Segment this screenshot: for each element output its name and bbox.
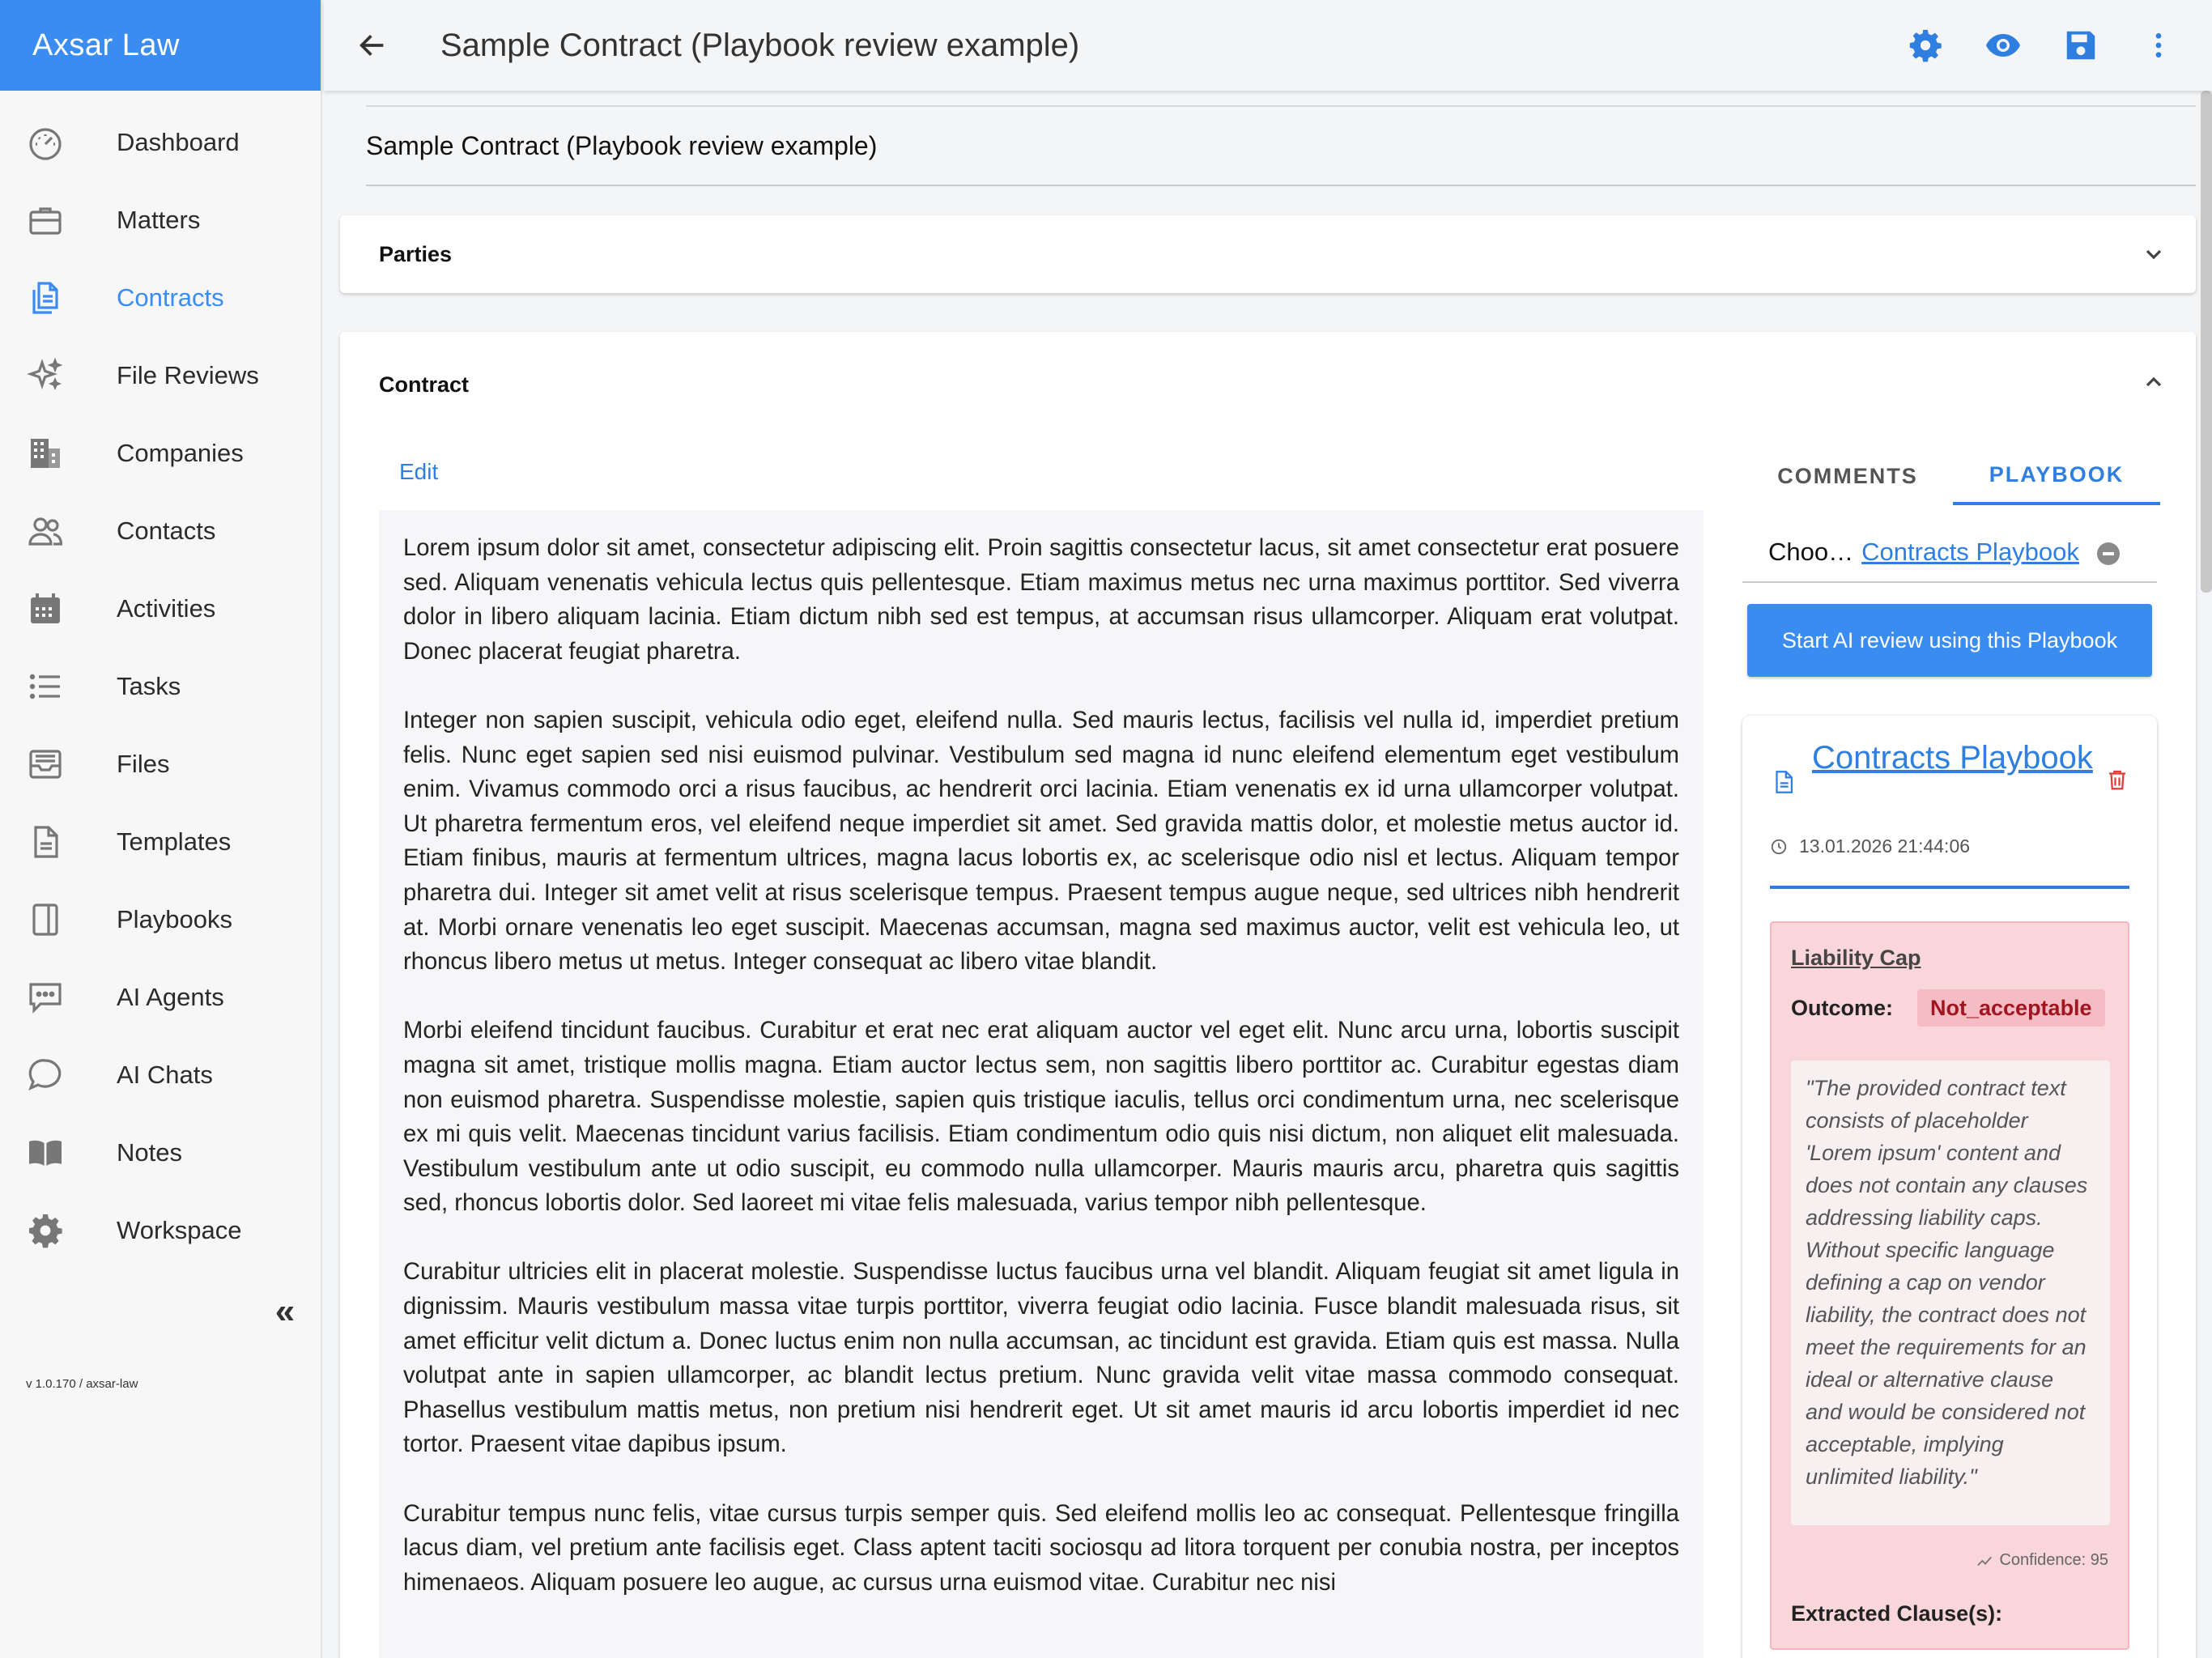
contract-text bbox=[379, 510, 1704, 1658]
chevron-down-icon bbox=[2141, 241, 2167, 267]
sidebar-item-label: Files bbox=[117, 750, 170, 778]
finding-title[interactable]: Liability Cap bbox=[1791, 946, 1921, 970]
more-button[interactable] bbox=[2138, 21, 2180, 70]
sidebar-item-contacts[interactable] bbox=[0, 492, 321, 570]
open-book-icon bbox=[23, 1130, 68, 1175]
sidebar-item-label: Playbooks bbox=[117, 905, 233, 933]
briefcase-icon bbox=[23, 198, 68, 243]
sidebar-item-label: Workspace bbox=[117, 1216, 242, 1244]
sidebar-item-label: Activities bbox=[117, 594, 216, 623]
sidebar-item-label: Contracts bbox=[117, 283, 224, 312]
building-icon bbox=[23, 431, 68, 476]
paragraph: Morbi eleifend tincidunt faucibus. Curabitur et erat nec erat aliquam auctor vel eget elit. Nunc arcu urna, lobortis suscipit magna sit amet, tristique mollis magna. Etiam auctor lectus sem, non sagittis libero porttitor ac. Curabitur egestas diam non euismod pharetra. Suspendisse molestie, sapien quis tristique iaculis, tellus orci condimentum urna, nec scelerisque ex mi quis velit. Maecenas tincidunt varius facilisis. Etiam condimentum odio quis nisi dictum, non aliquet elit malesuada. Vestibulum vestibulum ante ut odio suscipit, eu commodo nulla ullamcorper. Mauris mauris arcu, pharetra quis sagittis sed, rhoncus lobortis dolor. Sed laoreet mi vitae felis malesuada, varius tempor nibh pellentesque. bbox=[403, 1018, 1679, 1217]
paragraph: Integer non sapien suscipit, vehicula odio eget, eleifend nulla. Sed mauris lectus, facilisis vel nulla id, imperdiet pretium felis. Nunc eget sapien sed nisi euismod pulvinar. Vestibulum sed magna id nunc eleifend elementum eget vestibulum enim. Vivamus commodo orci a risus faucibus, ac hendrerit orci lacinia. Etiam venenatis ex id urna ullamcorper volutpat. Ut pharetra fermentum eros, vel eleifend neque imperdiet sit amet. Sed gravida mattis dolor, et molestie metus auctor id. Etiam finibus, mauris at fermentum ultrices, magna lacus lobortis ex, ac scelerisque odio nisl et lectus. Aliquam tempor pharetra dui. Integer sit amet velit at risus scelerisque tempus. Praesent tempus augue neque, sed ultrices nibh hendrerit at. Morbi ornare venenatis leo eget suscipit. Maecenas accumsan, magna sed maximus auctor, velit est vehicula leo, ut rhoncus libero metus ut metus. Integer consequat ac libero vitae blandit. bbox=[403, 707, 1679, 976]
brand-logo[interactable]: Axsar Law bbox=[0, 0, 321, 91]
back-button[interactable] bbox=[348, 21, 397, 70]
confidence-text: Confidence: 95 bbox=[1999, 1551, 2108, 1569]
trash-icon[interactable] bbox=[2105, 766, 2129, 793]
gear-icon bbox=[1907, 27, 1944, 64]
sidebar-item-playbooks[interactable] bbox=[0, 881, 321, 959]
parties-header[interactable] bbox=[340, 215, 2196, 293]
sidebar-item-label: Tasks bbox=[117, 672, 181, 700]
page-title: Sample Contract (Playbook review example) bbox=[440, 27, 1080, 63]
sidebar-item-workspace[interactable] bbox=[0, 1192, 321, 1269]
finding-rationale: "The provided contract text consists of placeholder 'Lorem ipsum' content and does not contain any clauses addressing liability caps. Without specific language defining a cap on vendor liability, the contract does not meet the requirements for an ideal or alternative clause and would be considered not acceptable, implying unlimited liability." bbox=[1791, 1061, 2110, 1525]
finding-card bbox=[1770, 921, 2129, 1650]
gauge-icon bbox=[23, 120, 68, 165]
eye-icon bbox=[1984, 26, 2023, 65]
edit-button[interactable]: Edit bbox=[399, 459, 439, 484]
sidebar-item-templates[interactable] bbox=[0, 803, 321, 881]
paragraph: Lorem ipsum dolor sit amet, consectetur adipiscing elit. Proin sagittis consectetur lacus, sit amet consectetur erat posuere sed. Aliquam venenatis vehicula lectus quis pellentesque. Etiam maximus metus nec urna maximus porttitor. Sed viverra dolor in libero aliquam lacinia. Etiam dictum nibh sed est tempus, at accumsan risus ullamcorper. Aliquam erat volutpat. Donec placerat feugiat pharetra. bbox=[403, 535, 1679, 665]
contract-header[interactable] bbox=[340, 332, 2196, 437]
tab-playbook[interactable]: PLAYBOOK bbox=[1953, 447, 2160, 505]
sidebar-item-matters[interactable] bbox=[0, 181, 321, 259]
playbook-chooser[interactable] bbox=[1742, 523, 2157, 583]
chevron-up-icon bbox=[2141, 369, 2167, 395]
sidebar-item-label: AI Chats bbox=[117, 1061, 213, 1089]
sidebar-item-dashboard[interactable] bbox=[0, 104, 321, 181]
sidebar-item-label: File Reviews bbox=[117, 361, 259, 389]
divider bbox=[1770, 886, 2129, 889]
clock-icon bbox=[1770, 838, 1788, 856]
parties-panel[interactable] bbox=[340, 215, 2196, 293]
people-icon bbox=[23, 508, 68, 554]
sidebar-item-label: Notes bbox=[117, 1138, 182, 1167]
document-icon bbox=[1770, 766, 1797, 798]
settings-button[interactable] bbox=[1904, 21, 1946, 70]
collapse-sidebar-button[interactable]: « bbox=[274, 1291, 296, 1331]
extracted-clauses-label: Extracted Clause(s): bbox=[1791, 1601, 2003, 1626]
playbook-title-link[interactable]: Contracts Playbook bbox=[1812, 740, 2093, 776]
sidebar-item-notes[interactable] bbox=[0, 1114, 321, 1192]
save-icon bbox=[2062, 27, 2099, 64]
bubble-icon bbox=[23, 1052, 68, 1098]
sidebar-item-ai-chats[interactable] bbox=[0, 1036, 321, 1114]
paragraph: Curabitur tempus nunc felis, vitae cursus turpis semper quis. Sed eleifend mollis leo ac consequat. Pellentesque fringilla lacus diam, vel pretium ante facilisis eget. Class aptent taciti sociosqu ad litora torquent per conubia nostra, per inceptos himenaeos. Aliquam posuere leo augue, ac cursus urna euismod vitae. Curabitur nec nisi bbox=[403, 1500, 1679, 1596]
sidebar-item-activities[interactable] bbox=[0, 570, 321, 648]
contract-label: Contract bbox=[379, 372, 470, 397]
start-ai-review-button[interactable]: Start AI review using this Playbook bbox=[1747, 604, 2152, 677]
arrow-left-icon bbox=[356, 29, 389, 62]
toolbar bbox=[1904, 21, 2180, 70]
documents-icon bbox=[23, 275, 68, 321]
sidebar-item-label: Companies bbox=[117, 439, 244, 467]
sidebar-item-ai-agents[interactable] bbox=[0, 959, 321, 1036]
calendar-icon bbox=[23, 586, 68, 631]
main-content bbox=[324, 91, 2212, 1658]
timestamp-text: 13.01.2026 21:44:06 bbox=[1799, 835, 1971, 857]
sidebar-item-label: AI Agents bbox=[117, 983, 224, 1011]
sidebar-item-files[interactable] bbox=[0, 725, 321, 803]
top-bar bbox=[324, 0, 2212, 91]
book-icon bbox=[23, 897, 68, 942]
selected-playbook-link[interactable]: Contracts Playbook bbox=[1861, 538, 2079, 566]
contract-name-field[interactable]: Sample Contract (Playbook review example) bbox=[366, 105, 2196, 186]
outcome-label: Outcome: bbox=[1791, 996, 1894, 1020]
parties-label: Parties bbox=[379, 241, 453, 266]
file-icon bbox=[23, 819, 68, 865]
sparkles-icon bbox=[23, 353, 68, 398]
chooser-label: Choo… bbox=[1768, 538, 1854, 566]
trend-icon bbox=[1976, 1554, 1994, 1567]
clear-selection-icon[interactable] bbox=[2097, 542, 2120, 565]
preview-button[interactable] bbox=[1982, 21, 2024, 70]
side-tabs bbox=[1742, 447, 2196, 505]
sidebar-item-companies[interactable] bbox=[0, 414, 321, 492]
more-vertical-icon bbox=[2142, 27, 2175, 64]
playbook-result-card bbox=[1742, 716, 2157, 1658]
sidebar-item-contracts[interactable] bbox=[0, 259, 321, 337]
sidebar-item-label: Contacts bbox=[117, 517, 216, 545]
list-icon bbox=[23, 664, 68, 709]
chat-icon bbox=[23, 975, 68, 1020]
confidence-label bbox=[1976, 1551, 2108, 1570]
tab-comments[interactable]: COMMENTS bbox=[1777, 463, 1918, 488]
sidebar-item-label: Dashboard bbox=[117, 128, 240, 156]
sidebar-nav bbox=[0, 104, 321, 1269]
sidebar-item-label: Matters bbox=[117, 206, 201, 234]
save-button[interactable] bbox=[2060, 21, 2102, 70]
sidebar-item-label: Templates bbox=[117, 827, 232, 856]
sidebar bbox=[0, 0, 322, 1658]
scrollbar[interactable] bbox=[2201, 91, 2212, 593]
version-label: v 1.0.170 / axsar-law bbox=[26, 1377, 138, 1391]
review-timestamp bbox=[1770, 835, 1970, 857]
sidebar-item-tasks[interactable] bbox=[0, 648, 321, 725]
sidebar-item-file-reviews[interactable] bbox=[0, 337, 321, 414]
paragraph: Curabitur ultricies elit in placerat molestie. Suspendisse luctus faucibus urna vel blandit. Aliquam feugiat sit amet ligula in dignissim. Mauris vestibulum massa vitae turpis porttitor, viverra feugiat odio lacinia. Fusce blandit malesuada risus, sit amet efficitur velit dictum a. Donec luctus enim non nulla accumsan, ac tincidunt est gravida. Etiam quis est massa. Nulla volutpat ante in sapien ullamcorper, ac blandit lectus pretium. Nunc gravida velit vitae massa commodo consequat. Phasellus vestibulum mattis metus, non pretium nisi hendrerit eget. Ut sit amet mauris id arcu lobortis imperdiet id nec tortor. Praesent vitae dapibus ipsum. bbox=[403, 1259, 1679, 1458]
gear-icon bbox=[23, 1208, 68, 1253]
inbox-icon bbox=[23, 742, 68, 787]
outcome-badge: Not_acceptable bbox=[1917, 989, 2105, 1027]
